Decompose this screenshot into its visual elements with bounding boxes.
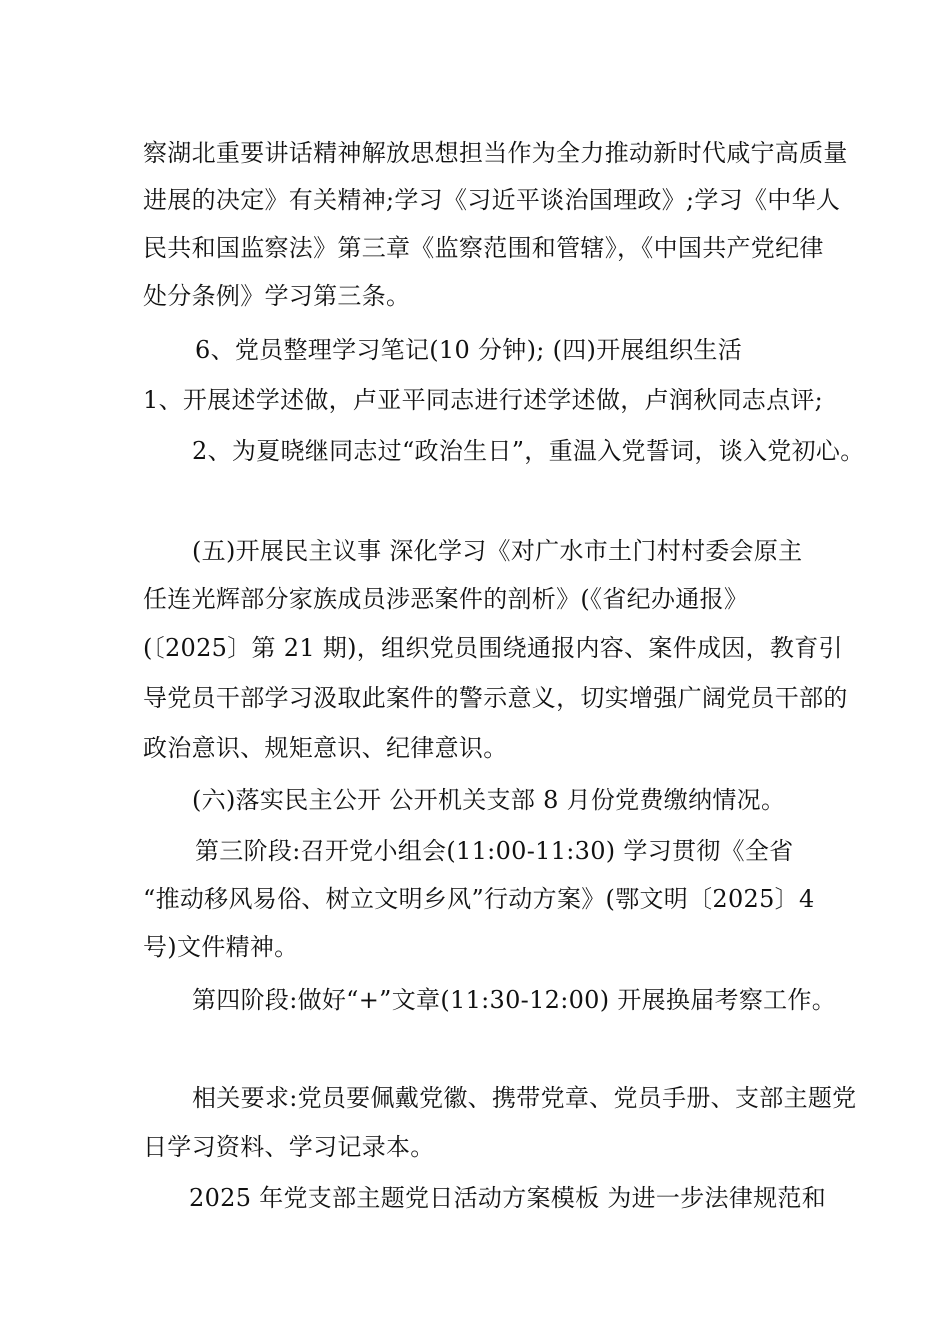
text-line: (六)落实民主公开 公开机关支部 8 月份党费缴纳情况。 <box>192 786 786 814</box>
text-line: 2、为夏晓继同志过“政治生日”，重温入党誓词，谈入党初心。 <box>192 437 865 465</box>
text-line: “推动移风易俗、树立文明乡风”行动方案》(鄂文明〔2025〕4 <box>143 885 815 913</box>
text-line: 处分条例》学习第三条。 <box>143 282 411 310</box>
text-line: 日学习资料、学习记录本。 <box>143 1133 435 1161</box>
text-line: (〔2025〕第 21 期)，组织党员围绕通报内容、案件成因，教育引 <box>143 634 843 662</box>
text-line: 2025 年党支部主题党日活动方案模板 为进一步法律规范和 <box>189 1184 827 1212</box>
text-line: 第四阶段:做好“+”文章(11:30-12:00) 开展换届考察工作。 <box>192 986 837 1014</box>
text-line: 号)文件精神。 <box>143 933 299 961</box>
text-line: 第三阶段:召开党小组会(11:00-11:30) 学习贯彻《全省 <box>195 837 794 865</box>
text-line: 相关要求:党员要佩戴党徽、携带党章、党员手册、支部主题党 <box>192 1084 857 1112</box>
text-line: 任连光辉部分家族成员涉恶案件的剖析》(《省纪办通报》 <box>143 585 749 613</box>
text-line: 进展的决定》有关精神;学习《习近平谈治国理政》;学习《中华人 <box>143 186 841 214</box>
text-line: 政治意识、规矩意识、纪律意识。 <box>143 734 508 762</box>
text-line: 察湖北重要讲话精神解放思想担当作为全力推动新时代咸宁高质量 <box>143 139 848 167</box>
text-line: 6、党员整理学习笔记(10 分钟); (四)开展组织生活 <box>195 336 743 364</box>
text-line: 导党员干部学习汲取此案件的警示意义，切实增强广阔党员干部的 <box>143 684 848 712</box>
text-line: 民共和国监察法》第三章《监察范围和管辖》，《中国共产党纪律 <box>143 234 824 262</box>
text-line: 1、开展述学述做，卢亚平同志进行述学述做，卢润秋同志点评; <box>143 386 824 414</box>
text-line: (五)开展民主议事 深化学习《对广水市土门村村委会原主 <box>192 537 803 565</box>
